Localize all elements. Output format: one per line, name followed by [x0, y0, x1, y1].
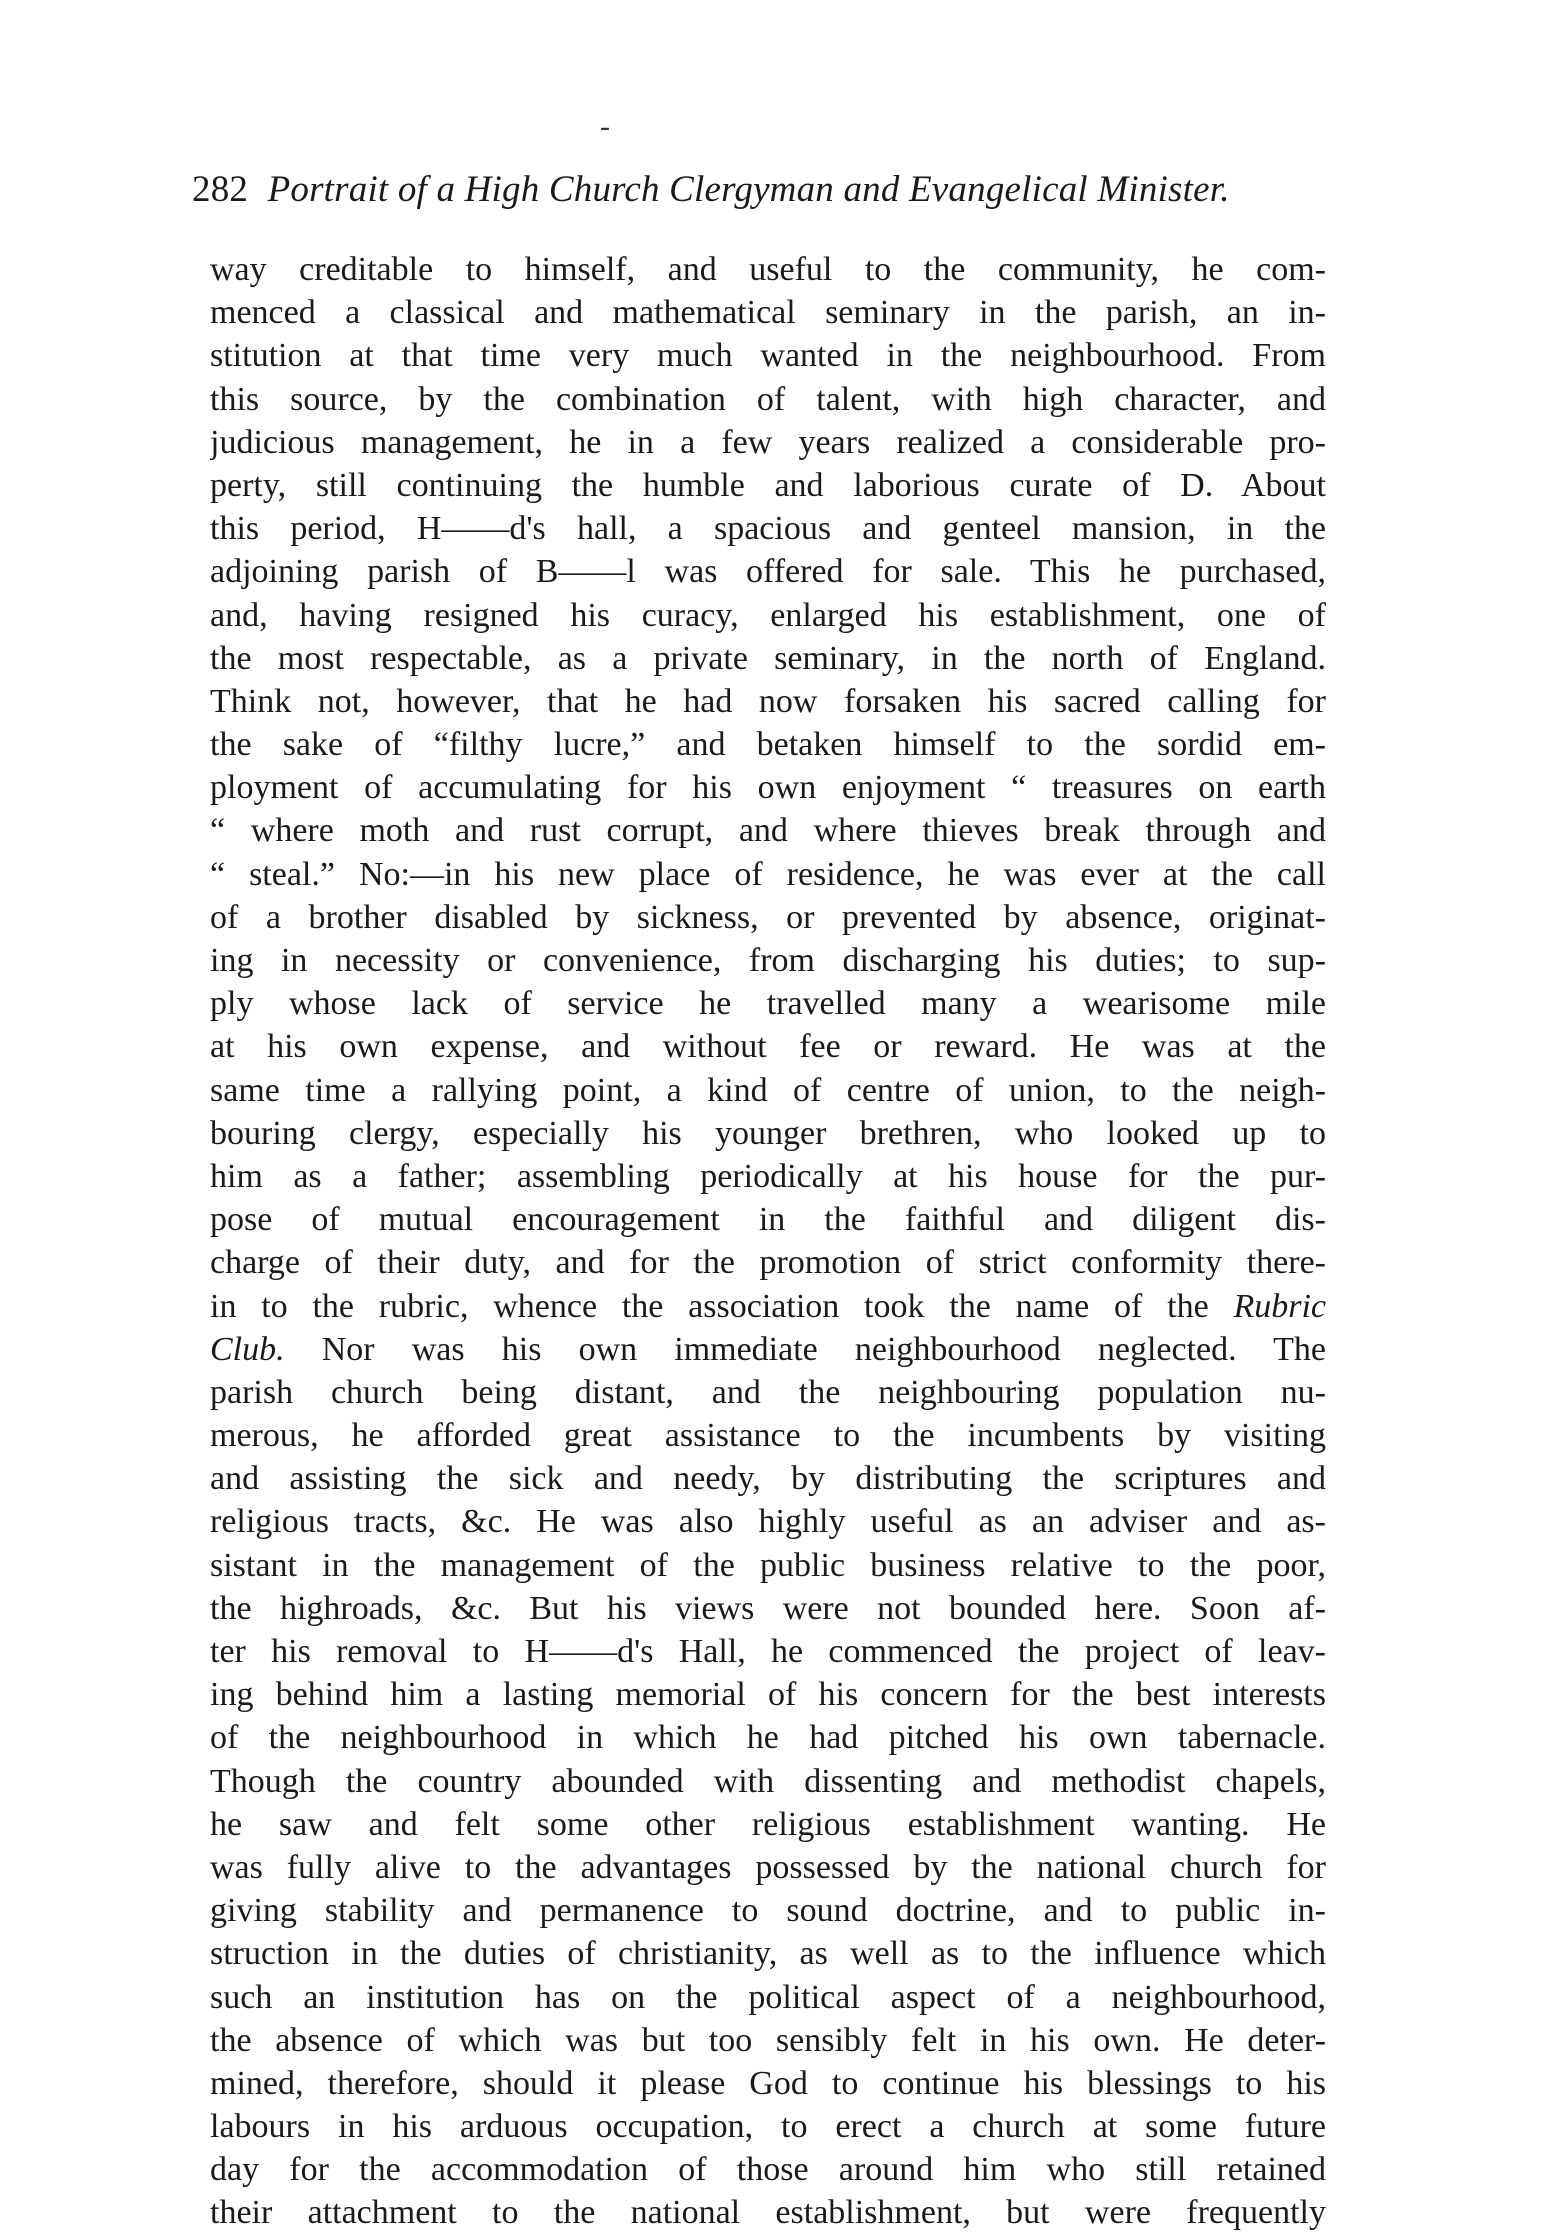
text-line: struction in the duties of christianity, as well as to the influence which: [210, 1935, 1326, 1973]
text-line: of the neighbourhood in which he had pitched his own tabernacle.: [210, 1719, 1326, 1757]
text-line: charge of their duty, and for the promotion of strict conformity there-: [210, 1244, 1326, 1282]
text-line: sistant in the management of the public business relative to the poor,: [210, 1546, 1326, 1584]
body-text: [210, 248, 1326, 2235]
text-line: menced a classical and mathematical seminary in the parish, an in-: [210, 294, 1326, 332]
text-line: day for the accommodation of those around him who still retained: [210, 2151, 1326, 2189]
text-line: same time a rallying point, a kind of centre of union, to the neigh-: [210, 1071, 1326, 1109]
text-line: mined, therefore, should it please God to continue his blessings to his: [210, 2064, 1326, 2102]
text-line: and assisting the sick and needy, by distributing the scriptures and: [210, 1460, 1326, 1498]
text-line: “ where moth and rust corrupt, and where thieves break through and: [210, 812, 1326, 850]
text-line: judicious management, he in a few years realized a considerable pro-: [210, 423, 1326, 461]
text-line: him as a father; assembling periodically at his house for the pur-: [210, 1157, 1326, 1195]
text-line: religious tracts, &c. He was also highly useful as an adviser and as-: [210, 1503, 1326, 1541]
text-line: their attachment to the national establishment, but were frequently: [210, 2194, 1326, 2232]
text-line: ter his removal to H——d's Hall, he commenced the project of leav-: [210, 1633, 1326, 1670]
text-line: “ steal.” No:—in his new place of residence, he was ever at the call: [210, 855, 1326, 893]
text-line: this period, H——d's hall, a spacious and genteel mansion, in the: [210, 510, 1326, 548]
text-line: was fully alive to the advantages possessed by the national church for: [210, 1848, 1326, 1886]
text-line: parish church being distant, and the neighbouring population nu-: [210, 1373, 1326, 1411]
text-line: at his own expense, and without fee or reward. He was at the: [210, 1028, 1326, 1066]
text-line: the highroads, &c. But his views were not bounded here. Soon af-: [210, 1589, 1326, 1627]
text-line: pose of mutual encouragement in the faithful and diligent dis-: [210, 1201, 1326, 1239]
text-line: he saw and felt some other religious establishment wanting. He: [210, 1805, 1326, 1843]
text-line: Club. Nor was his own immediate neighbourhood neglected. The: [210, 1330, 1326, 1368]
text-line: ployment of accumulating for his own enjoyment “ treasures on earth: [210, 769, 1326, 807]
text-line: adjoining parish of B——l was offered for sale. This he purchased,: [210, 553, 1326, 591]
text-line: such an institution has on the political aspect of a neighbourhood,: [210, 1978, 1326, 2016]
text-line: ing behind him a lasting memorial of his concern for the best interests: [210, 1676, 1326, 1714]
text-line: giving stability and permanence to sound doctrine, and to public in-: [210, 1892, 1326, 1930]
text-line: and, having resigned his curacy, enlarged his establishment, one of: [210, 596, 1326, 634]
page-number: 282: [192, 169, 249, 210]
text-line: Think not, however, that he had now forsaken his sacred calling for: [210, 682, 1326, 720]
text-line: labours in his arduous occupation, to erect a church at some future: [210, 2108, 1326, 2146]
print-mark: -: [600, 110, 610, 143]
text-line: ing in necessity or convenience, from discharging his duties; to sup-: [210, 942, 1326, 979]
running-title: Portrait of a High Church Clergyman and Evangelical Minister.: [267, 169, 1230, 210]
text-line: the sake of “filthy lucre,” and betaken himself to the sordid em-: [210, 726, 1326, 764]
text-line: merous, he afforded great assistance to the incumbents by visiting: [210, 1417, 1326, 1455]
text-line: ply whose lack of service he travelled many a wearisome mile: [210, 985, 1326, 1023]
running-head: [192, 166, 1332, 214]
text-line: this source, by the combination of talent, with high character, and: [210, 380, 1326, 418]
text-line: bouring clergy, especially his younger brethren, who looked up to: [210, 1114, 1326, 1152]
text-line: stitution at that time very much wanted in the neighbourhood. From: [210, 337, 1326, 375]
text-line: perty, still continuing the humble and laborious curate of D. About: [210, 466, 1326, 504]
text-line: of a brother disabled by sickness, or prevented by absence, originat-: [210, 898, 1326, 936]
text-line: in to the rubric, whence the association took the name of the Rubric: [210, 1287, 1326, 1325]
text-line: way creditable to himself, and useful to the community, he com-: [210, 251, 1326, 288]
text-line: the most respectable, as a private seminary, in the north of England.: [210, 639, 1326, 677]
text-line: the absence of which was but too sensibly felt in his own. He deter-: [210, 2021, 1326, 2059]
text-line: Though the country abounded with dissenting and methodist chapels,: [210, 1762, 1326, 1800]
